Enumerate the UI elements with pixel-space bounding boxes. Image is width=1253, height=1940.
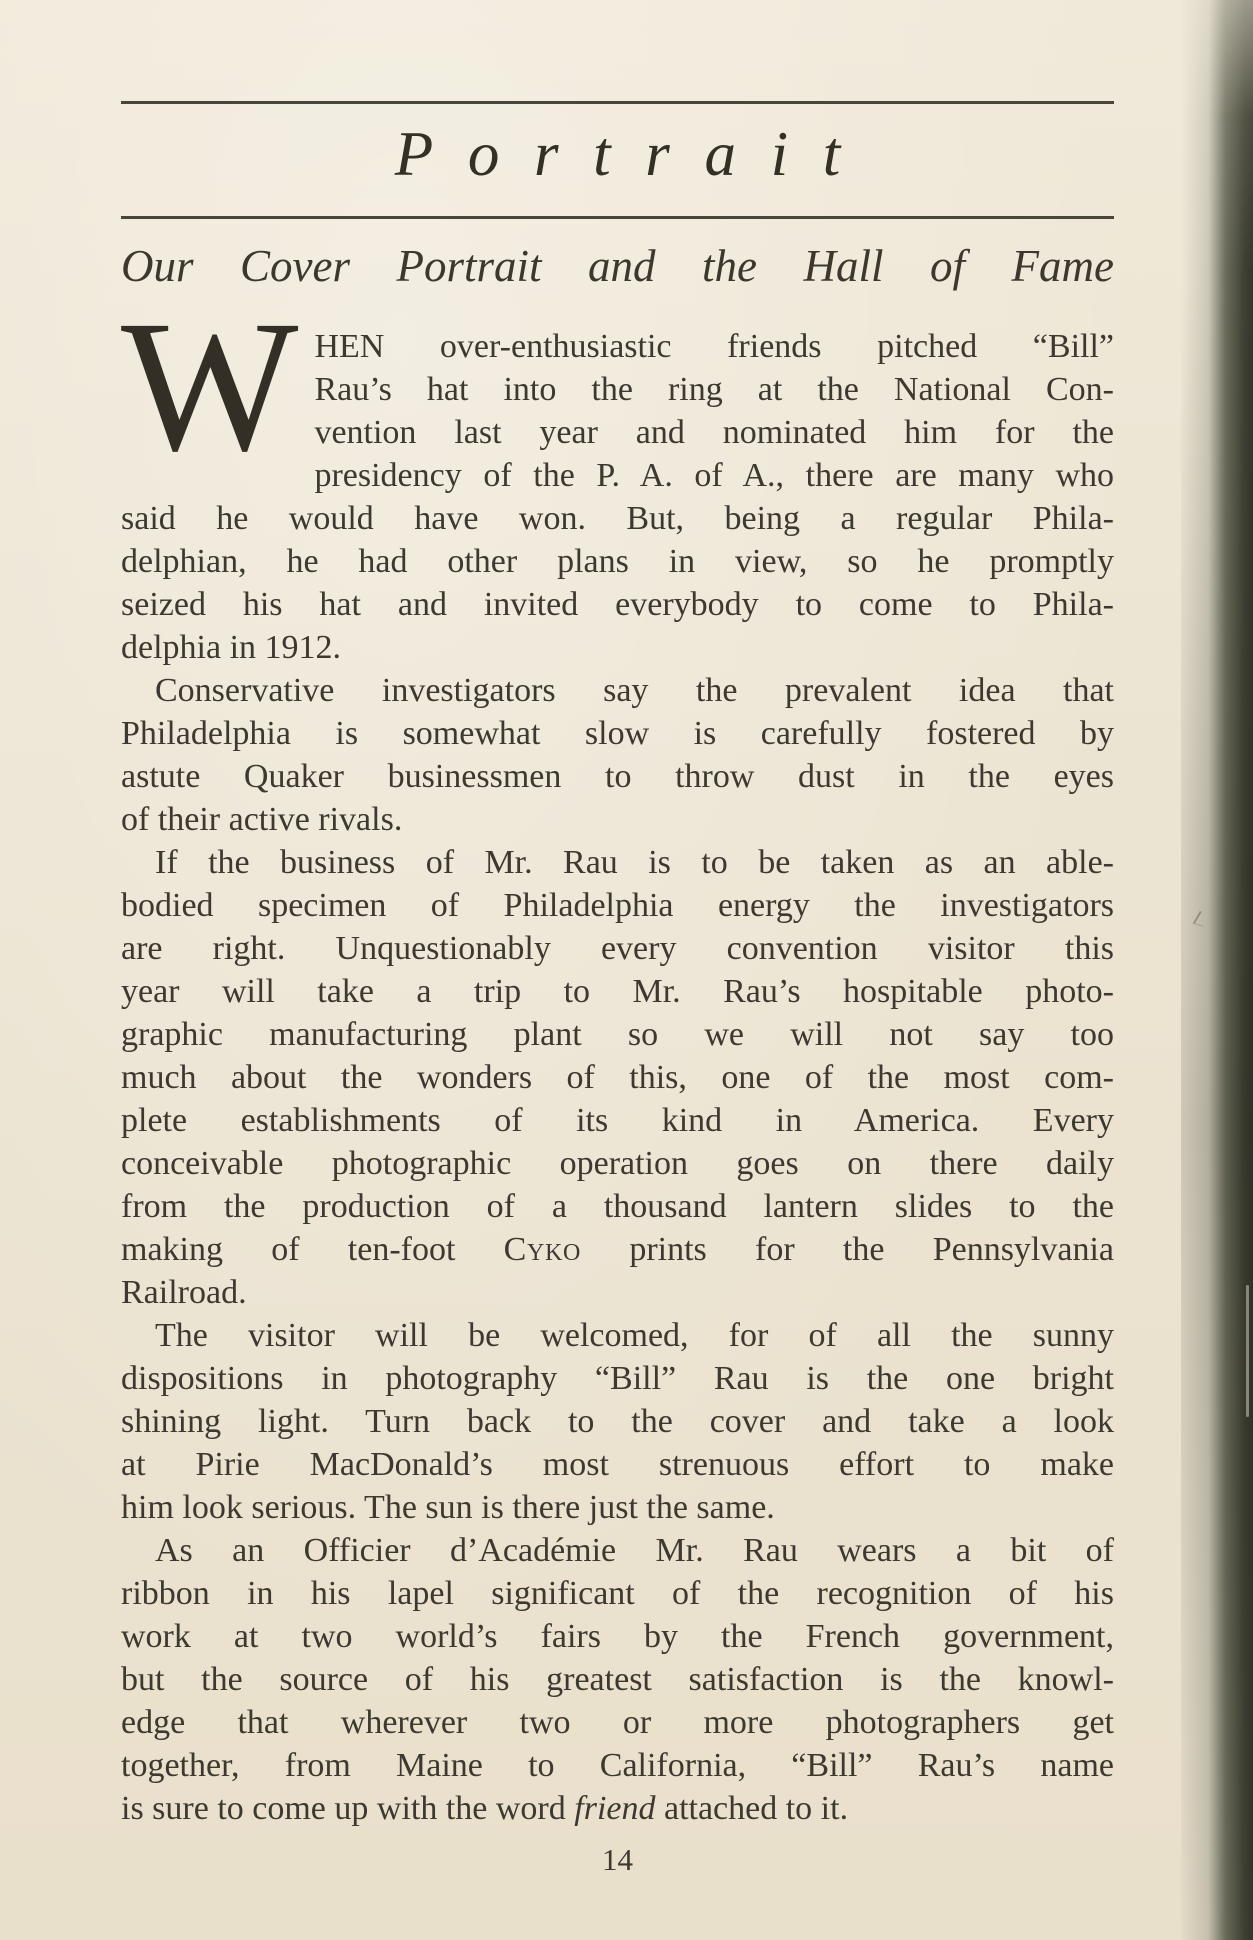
text-segment: Rau’s hat into the ring at the National Con- (314, 371, 1114, 408)
text-segment: making of ten-foot (121, 1231, 504, 1268)
page-edge-highlight (1246, 1285, 1249, 1417)
text-segment: is sure to come up with the word (121, 1790, 575, 1827)
text-segment: conceivable photographic operation goes on there daily (121, 1145, 1114, 1182)
text-segment: seized his hat and invited everybody to come to Phila- (121, 586, 1114, 623)
text-segment: work at two world’s fairs by the French government, (121, 1618, 1114, 1655)
text-segment: said he would have won. But, being a regular Phila- (121, 500, 1114, 537)
text-segment: but the source of his greatest satisfaction is the knowl- (121, 1661, 1114, 1698)
text-column (121, 0, 1114, 1878)
text-line (121, 1271, 1114, 1314)
masthead-title: Portrait (394, 119, 875, 189)
text-line (121, 1185, 1114, 1228)
text-segment: presidency of the P. A. of A., there are many who (314, 457, 1114, 494)
text-segment: astute Quaker businessmen to throw dust in the eyes (121, 758, 1114, 795)
text-segment: at Pirie MacDonald’s most strenuous effort to make (121, 1446, 1114, 1483)
paragraph (121, 1529, 1114, 1830)
drop-cap: W (121, 281, 299, 490)
text-segment: prints for the Pennsylvania (581, 1231, 1114, 1268)
text-segment: edge that wherever two or more photographers get (121, 1704, 1114, 1741)
text-segment: graphic manufacturing plant so we will not say too (121, 1016, 1114, 1053)
paragraph (121, 1314, 1114, 1529)
text-line (121, 970, 1114, 1013)
text-segment: delphia in 1912. (121, 629, 342, 666)
text-segment: shining light. Turn back to the cover and take a look (121, 1403, 1114, 1440)
page-edge-shadow (1181, 0, 1253, 1940)
text-segment: from the production of a thousand lantern slides to the (121, 1188, 1114, 1225)
text-segment: attached to it. (655, 1790, 849, 1827)
text-segment: HEN over-enthusiastic friends pitched “Bill” (314, 328, 1114, 365)
text-line (121, 626, 1114, 669)
text-line (121, 1013, 1114, 1056)
text-line (121, 1099, 1114, 1142)
text-segment: Railroad. (121, 1274, 247, 1311)
paragraph (121, 669, 1114, 841)
text-line (121, 841, 1114, 884)
text-line (121, 1701, 1114, 1744)
text-segment: vention last year and nominated him for the (314, 414, 1114, 451)
text-line (121, 712, 1114, 755)
text-segment: As an Officier d’Académie Mr. Rau wears a bit of (155, 1532, 1114, 1569)
text-segment: dispositions in photography “Bill” Rau is the one bright (121, 1360, 1114, 1397)
paragraph (121, 281, 1114, 669)
text-segment: ribbon in his lapel significant of the recognition of his (121, 1575, 1114, 1612)
text-segment: Philadelphia is somewhat slow is carefully fostered by (121, 715, 1114, 752)
masthead-bottom-rule (121, 216, 1114, 219)
text-segment: year will take a trip to Mr. Rau’s hospitable photo- (121, 973, 1114, 1010)
text-line (121, 1529, 1114, 1572)
text-line (121, 540, 1114, 583)
text-line (121, 798, 1114, 841)
text-line (121, 583, 1114, 626)
text-line (121, 1443, 1114, 1486)
text-segment: together, from Maine to California, “Bill” Rau’s name (121, 1747, 1114, 1784)
text-segment: much about the wonders of this, one of the most com- (121, 1059, 1114, 1096)
emphasized-word: friend (574, 1790, 656, 1827)
text-line (121, 1228, 1114, 1271)
text-line (121, 1615, 1114, 1658)
text-segment: The visitor will be welcomed, for of all the sunny (155, 1317, 1114, 1354)
text-line (121, 1056, 1114, 1099)
top-rule (121, 101, 1114, 104)
text-line (121, 1787, 1114, 1830)
paragraph (121, 841, 1114, 1314)
text-segment: are right. Unquestionably every convention visitor this (121, 930, 1114, 967)
text-line (121, 497, 1114, 540)
text-segment: If the business of Mr. Rau is to be taken as an able- (155, 844, 1114, 881)
text-line (121, 884, 1114, 927)
article-body (121, 281, 1114, 1830)
text-line (121, 1486, 1114, 1529)
text-segment: delphian, he had other plans in view, so he promptly (121, 543, 1114, 580)
text-line (121, 1314, 1114, 1357)
text-line (121, 1744, 1114, 1787)
text-line (121, 1400, 1114, 1443)
text-segment: plete establishments of its kind in America. Every (121, 1102, 1114, 1139)
text-line (121, 755, 1114, 798)
article-heading: Our Cover Portrait and the Hall of Fame (121, 241, 1114, 291)
text-line (121, 1572, 1114, 1615)
text-line (121, 1142, 1114, 1185)
text-line (121, 669, 1114, 712)
text-line (121, 1658, 1114, 1701)
text-segment: him look serious. The sun is there just the same. (121, 1489, 775, 1526)
text-segment: Conservative investigators say the prevalent idea that (155, 672, 1114, 709)
text-line (121, 1357, 1114, 1400)
text-segment: bodied specimen of Philadelphia energy the investigators (121, 887, 1114, 924)
page-number: 14 (602, 1842, 633, 1877)
brand-name-smallcaps: Cyko (503, 1231, 582, 1268)
text-segment: of their active rivals. (121, 801, 403, 838)
text-line (121, 927, 1114, 970)
